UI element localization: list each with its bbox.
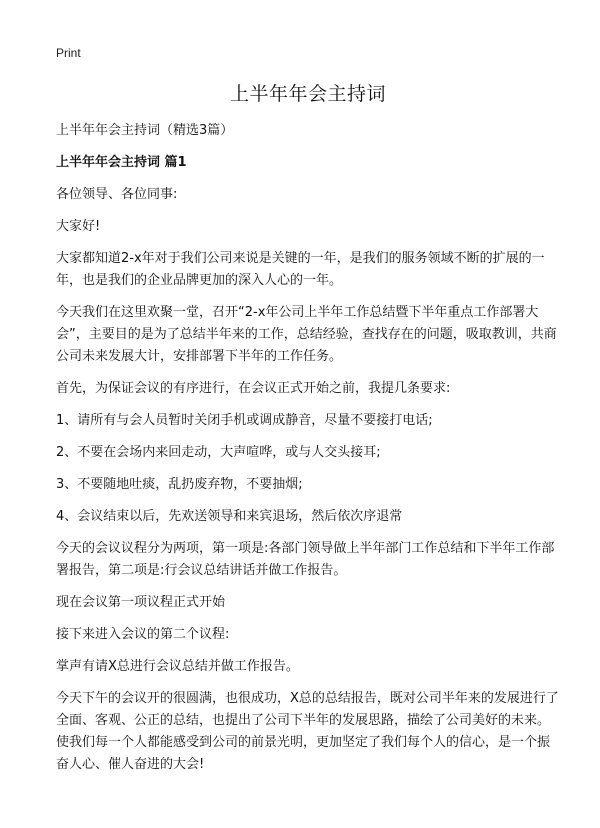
paragraph: 今天下午的会议开的很圆满，也很成功，X总的总结报告，既对公司半年来的发展进行了全面、客观、公正的总结，也提出了公司下半年的发展思路，描绘了公司美好的未来。使我们每一个人都能感受到公司的前景光明，更加坚定了我们每个人的信心，是一个振奋人心、催人奋进的大会! (56, 691, 559, 772)
paragraph: 掌声有请X总进行会议总结并做工作报告。 (56, 659, 299, 674)
list-item: 2、不要在会场内来回走动，大声喧哗，或与人交头接耳; (56, 445, 381, 460)
paragraph: 首先，为保证会议的有序进行，在会议正式开始之前，我提几条要求: (56, 381, 451, 396)
paragraph: 大家都知道2-x年对于我们公司来说是关键的一年，是我们的服务领域不断的扩展的一年，也是我们的企业品牌更加的深入人心的一年。 (56, 251, 545, 288)
paragraph: 接下来进入会议的第二个议程: (56, 627, 230, 642)
print-link[interactable]: Print (56, 46, 81, 60)
paragraph: 今天的会议议程分为两项，第一项是:各部门领导做上半年部门工作总结和下半年工作部署报告，第二项是:行会议总结讲话并做工作报告。 (56, 541, 555, 578)
document-title: 上半年年会主持词 (229, 83, 386, 105)
list-item: 4、会议结束以后，先欢送领导和来宾退场，然后依次序退常 (56, 509, 403, 524)
paragraph: 大家好! (56, 219, 101, 234)
paragraph: 今天我们在这里欢聚一堂，召开“2-x年公司上半年工作总结暨下半年重点工作部署大会”，主要目的是为了总结半年来的工作，总结经验，查找存在的问题，吸取教训，共商公司未来发展大计，安排部署下半年的工作任务。 (56, 305, 557, 364)
list-item: 1、请所有与会人员暂时关闭手机或调成静音，尽量不要接打电话; (56, 413, 433, 428)
paragraph: 现在会议第一项议程正式开始 (56, 595, 226, 610)
list-item: 3、不要随地吐痰，乱扔废弃物，不要抽烟; (56, 477, 303, 492)
section-heading: 上半年年会主持词 篇1 (56, 155, 187, 170)
document-subtitle: 上半年年会主持词（精选3篇） (56, 123, 234, 138)
paragraph: 各位领导、各位同事: (56, 187, 178, 202)
